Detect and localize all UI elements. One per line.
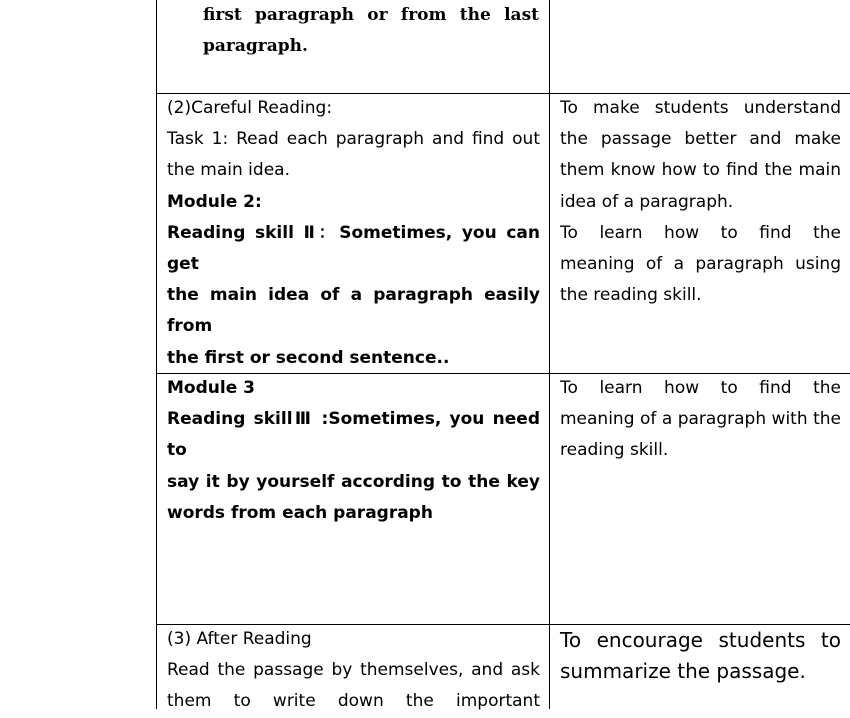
- row1-left-cell: [203, 0, 539, 62]
- reading-skill-3-line-1: Reading skillⅢ :Sometimes, you need to: [167, 409, 540, 461]
- row2-right-line-7: the reading skill.: [560, 285, 702, 306]
- row4-right-line-1: To encourage students to: [560, 628, 841, 652]
- row4-right-line-2: summarize the passage.: [560, 659, 806, 684]
- module3-heading: Module 3: [167, 378, 255, 398]
- reading-skill-2-line-2: the main idea of a paragraph easily from: [167, 285, 540, 337]
- reading-skill-3-line-2: say it by yourself according to the key: [167, 471, 540, 492]
- reading-skill-2-line-1: Reading skill Ⅱ：Sometimes, you can get: [167, 222, 540, 275]
- module2-heading: Module 2:: [167, 191, 262, 212]
- row3-left-cell: [167, 373, 540, 529]
- row2-right-line-3: them know how to find the main: [560, 160, 841, 181]
- row2-left-cell: [167, 93, 540, 374]
- row2-right-line-4: idea of a paragraph.: [560, 191, 734, 212]
- row2-right-line-6: meaning of a paragraph using: [560, 254, 841, 275]
- after-reading-line-2: them to write down the important: [167, 691, 540, 712]
- row2-right-line-2: the passage better and make: [560, 129, 841, 150]
- task1-line-1: Task 1: Read each paragraph and find out: [167, 129, 540, 150]
- row2-right-line-5: To learn how to find the: [560, 222, 841, 243]
- row3-right-line-1: To learn how to find the: [560, 378, 841, 398]
- table-column-divider: [549, 0, 550, 709]
- row3-right-cell: [560, 373, 841, 467]
- row1-left-line-2: paragraph.: [203, 36, 308, 57]
- row3-right-line-2: meaning of a paragraph with the: [560, 409, 841, 430]
- careful-reading-heading: (2)Careful Reading:: [167, 98, 333, 118]
- row4-left-cell: [167, 624, 540, 718]
- after-reading-line-1: Read the passage by themselves, and ask: [167, 660, 540, 681]
- table-border-left: [156, 0, 157, 709]
- row2-right-cell: [560, 93, 841, 311]
- row2-right-line-1: To make students understand: [560, 98, 841, 118]
- row3-right-line-3: reading skill.: [560, 440, 669, 461]
- reading-skill-3-line-3: words from each paragraph: [167, 502, 433, 523]
- after-reading-heading: (3) After Reading: [167, 629, 312, 649]
- task1-line-2: the main idea.: [167, 160, 290, 181]
- row4-right-cell: [560, 625, 841, 687]
- row1-left-line-1: first paragraph or from the last: [203, 5, 539, 25]
- reading-skill-2-line-3: the first or second sentence..: [167, 347, 450, 368]
